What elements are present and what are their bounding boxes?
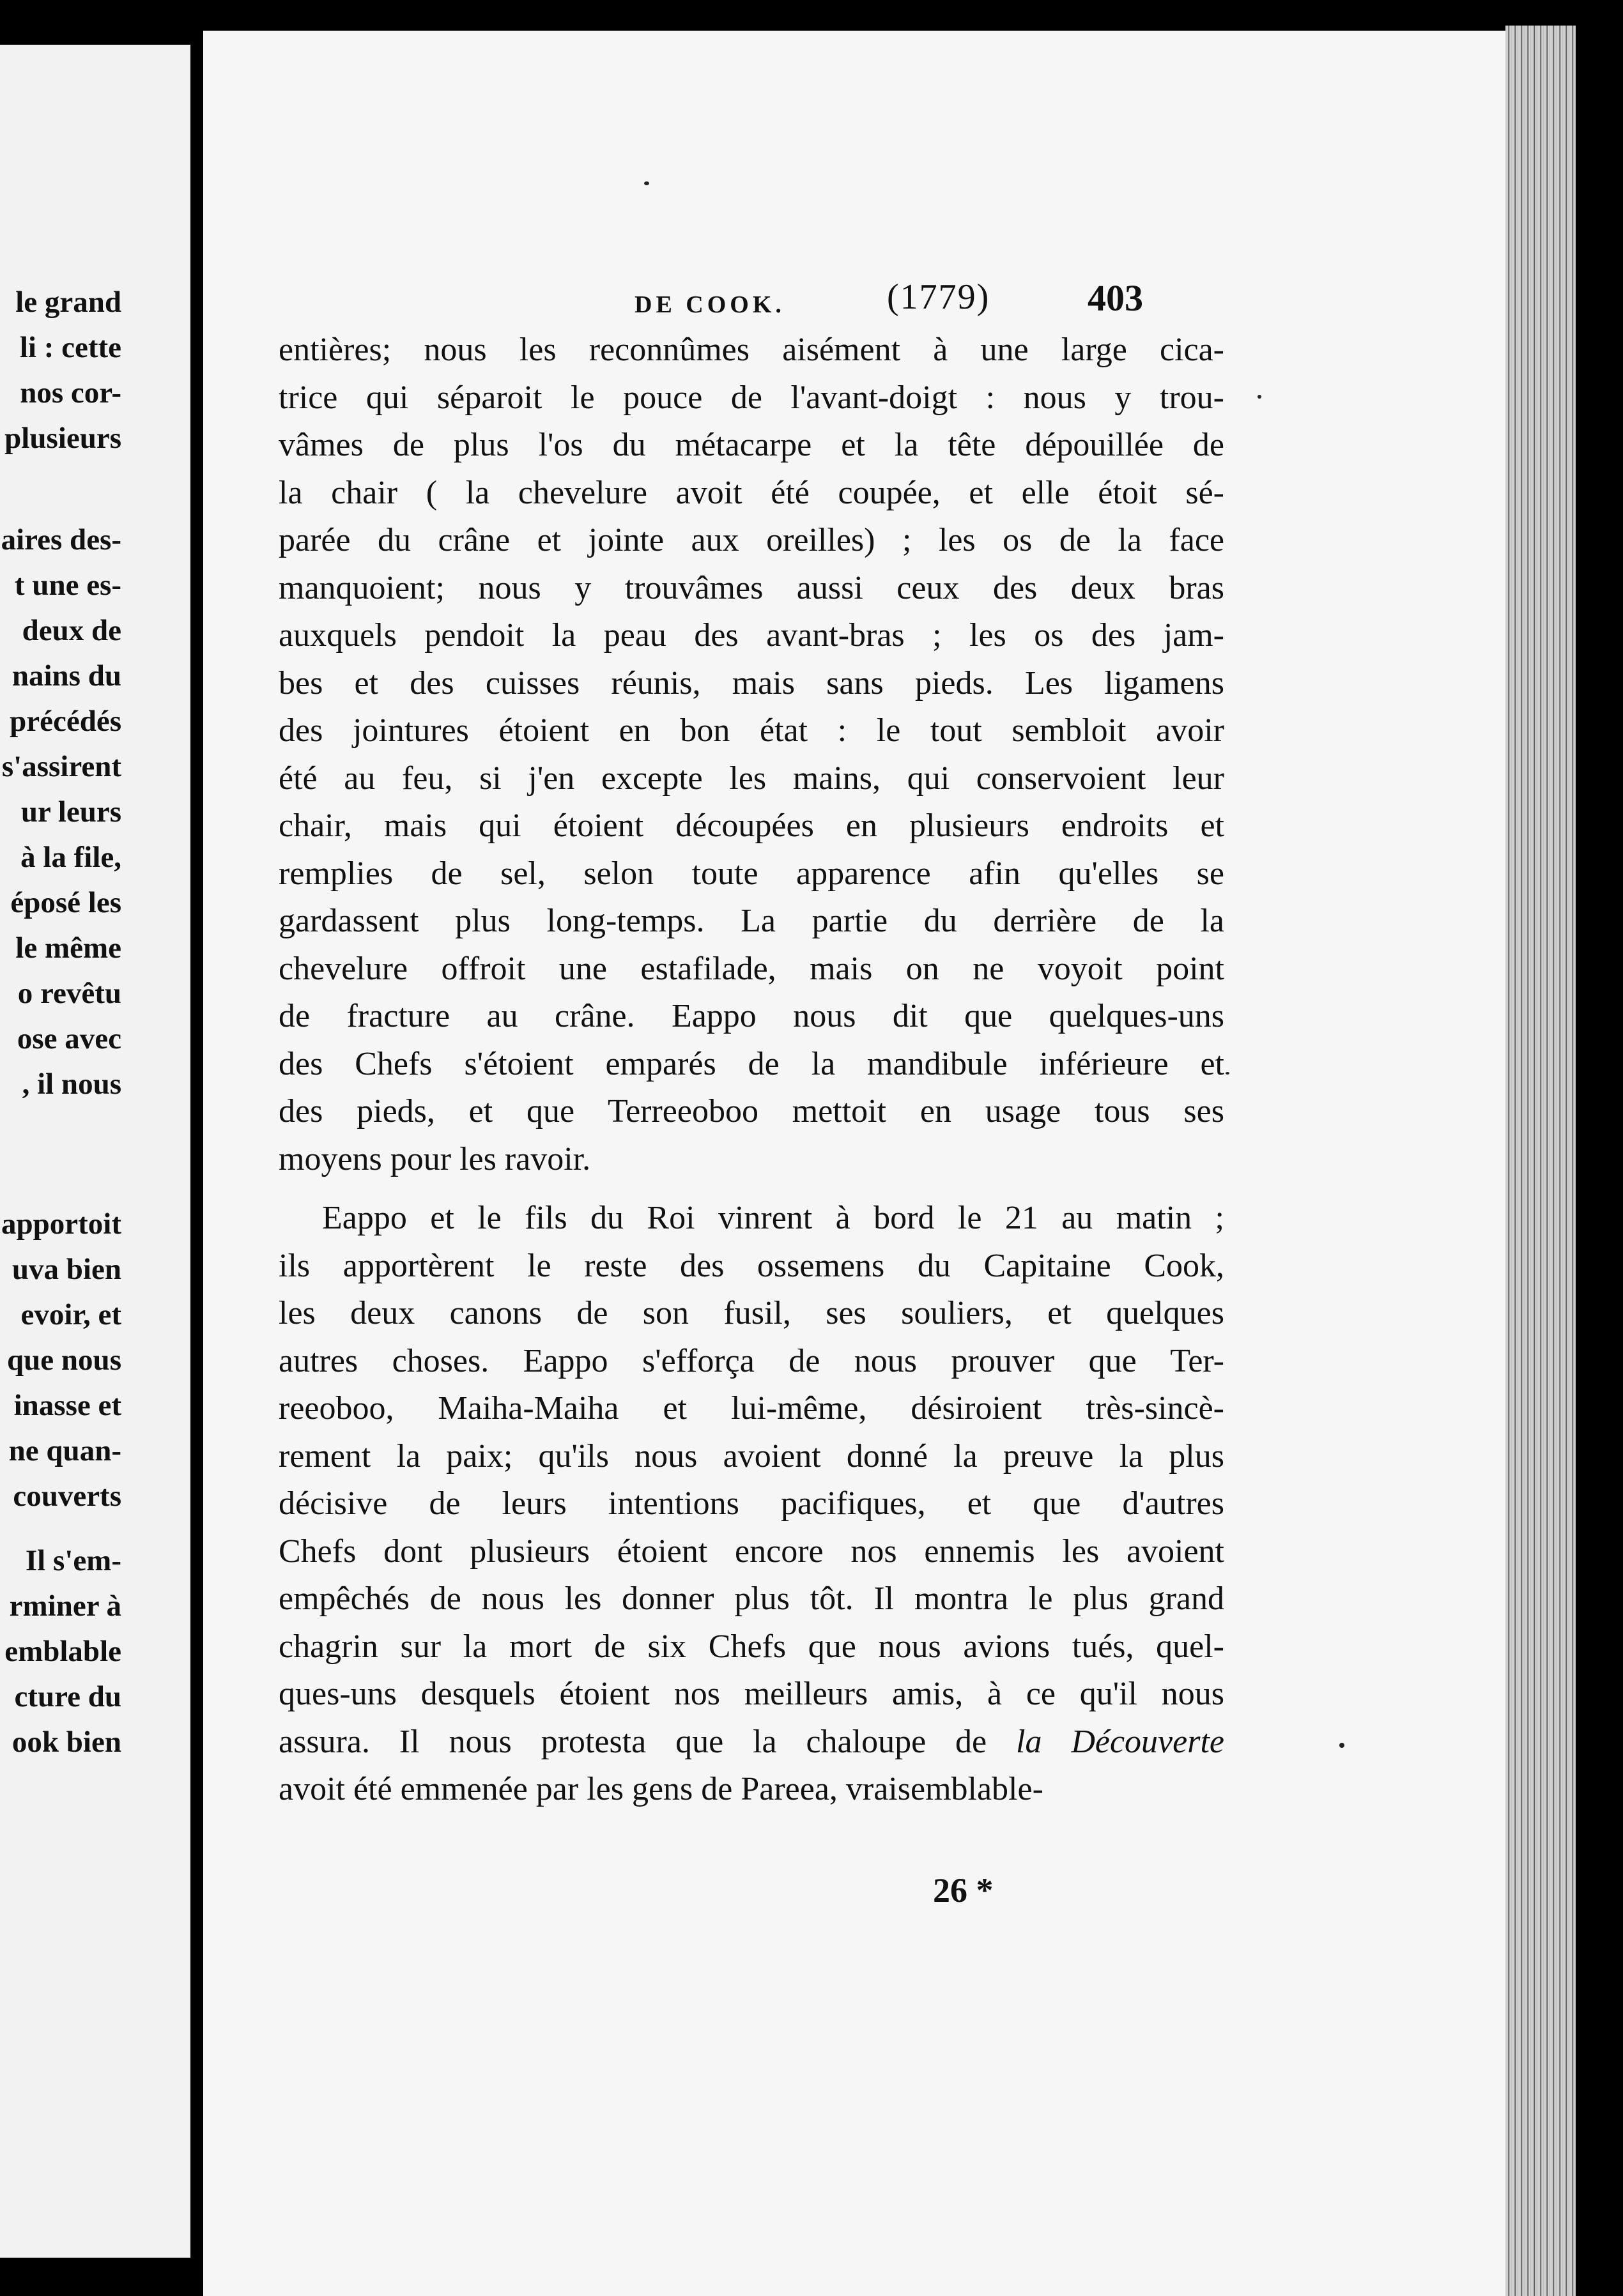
left-page-line-fragment: précédés [10, 705, 121, 738]
gutter-shadow [190, 38, 203, 2274]
left-page-line-fragment: couverts [13, 1480, 121, 1513]
main-page [203, 31, 1505, 2296]
text-line: avoit été emmenée par les gens de Pareea, vraisemblable- [279, 1771, 1043, 1807]
left-page-line-fragment: s'assirent [1, 750, 121, 783]
left-page-line-fragment: ose avec [17, 1022, 121, 1055]
left-page-line-fragment: emblable [4, 1635, 121, 1668]
running-head-title: DE COOK. [635, 291, 785, 318]
left-page-line-fragment: nos cor- [20, 376, 121, 409]
text-line: parée du crâne et jointe aux oreilles) ; les os de la face [279, 522, 1224, 558]
left-page-line-fragment: o revêtu [17, 977, 121, 1010]
left-page-line-fragment: le même [15, 931, 121, 965]
left-page-line-fragment: que nous [7, 1343, 121, 1377]
text-line: la chair ( la chevelure avoit été coupée, et elle étoit sé- [279, 474, 1224, 511]
text-line: remplies de sel, selon toute apparence afin qu'elles se [279, 855, 1224, 892]
left-page-line-fragment: deux de [22, 614, 121, 647]
left-page-line-fragment: nains du [12, 659, 121, 693]
text-line: Eappo et le fils du Roi vinrent à bord le 21 au matin ; [322, 1200, 1224, 1236]
text-line: de fracture au crâne. Eappo nous dit que quelques-uns [279, 998, 1224, 1034]
text-line: décisive de leurs intentions pacifiques, et que d'autres [279, 1485, 1224, 1522]
left-page-line-fragment: ur leurs [20, 795, 121, 829]
left-page-line-fragment: aires des- [1, 523, 121, 556]
text-line: autres choses. Eappo s'efforça de nous prouver que Ter- [279, 1342, 1224, 1379]
left-page-line-fragment: éposé les [10, 886, 121, 919]
text-line: auxquels pendoit la peau des avant-bras ; les os des jam- [279, 617, 1224, 654]
text-line: vâmes de plus l'os du métacarpe et la tête dépouillée de [279, 427, 1224, 463]
left-page-line-fragment: rminer à [9, 1589, 121, 1623]
left-page-line-fragment: inasse et [13, 1389, 121, 1422]
left-page-line-fragment: le grand [15, 286, 121, 319]
left-page-line-fragment: cture du [14, 1680, 121, 1713]
ink-speck [1339, 1743, 1344, 1748]
text-line: été au feu, si j'en excepte les mains, qui conservoient leur [279, 760, 1224, 797]
left-page-line-fragment: evoir, et [20, 1298, 121, 1331]
page-number: 403 [1088, 277, 1143, 319]
text-line: ils apportèrent le reste des ossemens du Capitaine Cook, [279, 1247, 1224, 1284]
ship-name: la Découverte [1016, 1723, 1224, 1760]
text-line: des pieds, et que Terreeoboo mettoit en usage tous ses [279, 1093, 1224, 1129]
ink-speck [1258, 395, 1261, 399]
text-line: Chefs dont plusieurs étoient encore nos ennemis les avoient [279, 1533, 1224, 1570]
text-line: ques-uns desquels étoient nos meilleurs amis, à ce qu'il nous [279, 1676, 1224, 1712]
left-page-line-fragment: ne quan- [8, 1434, 121, 1467]
text-line: reeoboo, Maiha-Maiha et lui-même, désiroient très-sincè- [279, 1390, 1224, 1427]
signature-mark: 26 * [933, 1871, 994, 1910]
text-line: chagrin sur la mort de six Chefs que nous avions tués, quel- [279, 1628, 1224, 1665]
left-page-line-fragment: Il s'em- [25, 1544, 121, 1577]
text-line: empêchés de nous les donner plus tôt. Il montra le plus grand [279, 1580, 1224, 1617]
left-facing-page [0, 45, 190, 2258]
text-line: assura. Il nous protesta que la chaloupe de la Découverte [279, 1723, 1224, 1760]
left-page-line-fragment: à la file, [20, 841, 121, 874]
text-line: manquoient; nous y trouvâmes aussi ceux des deux bras [279, 569, 1224, 606]
text-line: trice qui séparoit le pouce de l'avant-doigt : nous y trou- [279, 379, 1224, 416]
ink-speck [1226, 1072, 1229, 1075]
left-page-line-fragment: , il nous [22, 1068, 121, 1101]
left-page-line-fragment: t une es- [14, 569, 121, 602]
text-line: entières; nous les reconnûmes aisément à une large cica- [279, 332, 1224, 368]
left-page-line-fragment: uva bien [12, 1253, 121, 1286]
text-line: moyens pour les ravoir. [279, 1140, 591, 1177]
text-line: rement la paix; qu'ils nous avoient donné la preuve la plus [279, 1437, 1224, 1474]
left-page-line-fragment: ook bien [12, 1726, 121, 1759]
text-line: chevelure offroit une estafilade, mais on ne voyoit point [279, 950, 1224, 987]
text-line: des jointures étoient en bon état : le tout sembloit avoir [279, 712, 1224, 749]
left-page-line-fragment: plusieurs [4, 422, 121, 455]
text-line: les deux canons de son fusil, ses souliers, et quelques [279, 1295, 1224, 1331]
text-line: des Chefs s'étoient emparés de la mandibule inférieure et [279, 1045, 1224, 1082]
text-line: gardassent plus long-temps. La partie du derrière de la [279, 903, 1224, 939]
ink-speck [644, 181, 649, 185]
text-line: chair, mais qui étoient découpées en plusieurs endroits et [279, 807, 1224, 844]
left-page-line-fragment: li : cette [19, 331, 121, 364]
running-head [203, 277, 1505, 321]
text-line: bes et des cuisses réunis, mais sans pieds. Les ligamens [279, 664, 1224, 701]
page-edges [1505, 26, 1576, 2296]
running-head-year: (1779) [887, 277, 990, 317]
left-page-line-fragment: apportoit [1, 1207, 121, 1241]
